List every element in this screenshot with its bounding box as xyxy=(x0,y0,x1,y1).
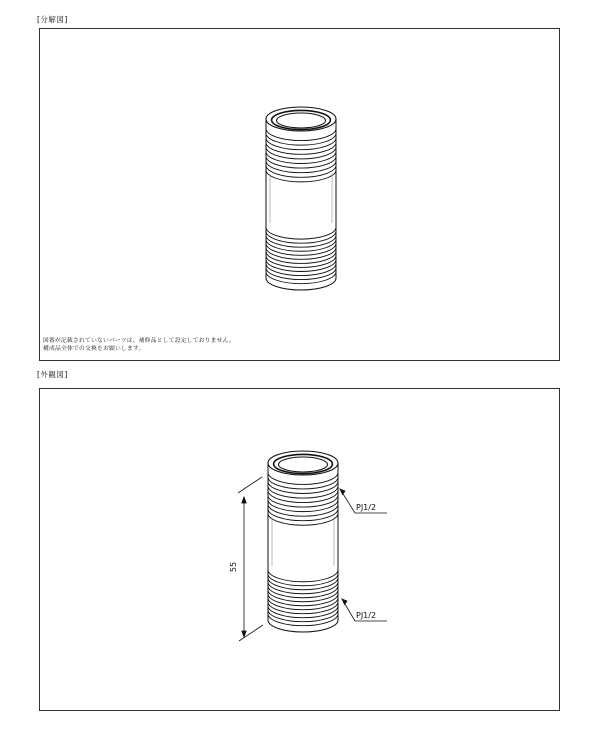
dimension-annotation xyxy=(238,477,263,641)
nipple-drawing-exterior xyxy=(40,389,559,710)
pipe-nipple xyxy=(268,451,338,632)
exploded-view-title: [分解図] xyxy=(37,15,68,24)
parts-note xyxy=(43,338,235,353)
thread-spec-bottom: PJ1/2 xyxy=(356,611,377,620)
thread-spec-top: PJ1/2 xyxy=(356,503,377,512)
dimension-length-label: 55 xyxy=(229,561,238,573)
parts-note-line-2: 構成品全体での交換をお願いします。 xyxy=(43,345,145,352)
exterior-view-frame xyxy=(39,388,560,711)
exploded-view-frame xyxy=(39,28,560,361)
parts-note-line-1: 図番が記載されていないパーツは、補修品として設定しておりません。 xyxy=(43,338,236,344)
pipe-nipple xyxy=(266,107,336,290)
nipple-drawing-exploded xyxy=(40,29,559,360)
exterior-view-title: [外観図] xyxy=(37,370,68,379)
